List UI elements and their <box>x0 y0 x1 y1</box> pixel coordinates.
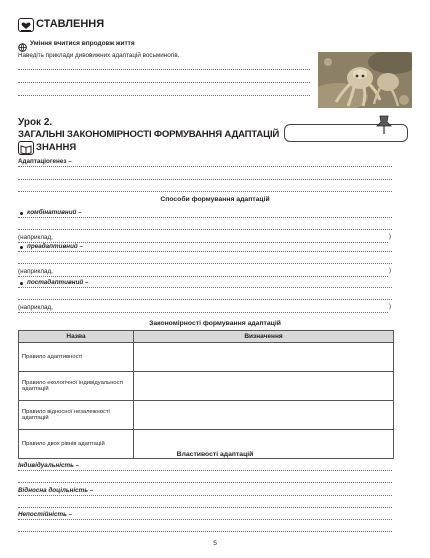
page-number: 5 <box>213 540 217 547</box>
methods-heading: Способи формування адаптацій <box>160 196 270 203</box>
property-inconstancy-label: Непостійність – <box>18 511 73 518</box>
example-line <box>18 312 388 313</box>
answer-line <box>18 495 392 496</box>
answer-line <box>18 229 392 230</box>
answer-line <box>18 299 392 300</box>
answer-line <box>18 482 392 483</box>
table-cell-definition[interactable] <box>134 343 394 372</box>
table-row-name: Правило двох рівнів адаптацій <box>19 430 134 459</box>
table-heading: Закономірності формування адаптацій <box>149 320 281 327</box>
example-line <box>18 276 388 277</box>
example-close: ) <box>389 234 391 240</box>
example-open: (наприклад, <box>18 304 53 311</box>
section-title-knowledge: ЗНАННЯ <box>36 142 77 153</box>
example-close: ) <box>389 304 391 310</box>
example-open: (наприклад, <box>18 234 53 241</box>
answer-line <box>18 470 392 471</box>
regularities-table <box>18 330 394 459</box>
col-header-name: Назва <box>19 331 134 343</box>
globe-icon <box>18 39 27 48</box>
lesson-number: Урок 2. <box>18 117 53 128</box>
answer-line <box>18 217 392 218</box>
heart-hand-icon <box>18 18 34 32</box>
answer-line <box>18 287 392 288</box>
answer-line <box>18 69 310 70</box>
skill-heading: Уміння вчитися впродовж життя <box>30 40 135 47</box>
col-header-definition: Визначення <box>134 331 394 343</box>
example-close: ) <box>389 268 391 274</box>
properties-heading: Властивості адаптацій <box>176 451 254 458</box>
table-row-name: Правило відносної незалежності адаптацій <box>19 401 134 430</box>
bullet <box>20 246 23 249</box>
lesson-title: ЗАГАЛЬНІ ЗАКОНОМІРНОСТІ ФОРМУВАННЯ АДАПТАЦІЙ <box>18 129 280 140</box>
section-title-attitude: СТАВЛЕННЯ <box>36 18 105 30</box>
bullet <box>20 212 23 215</box>
task-text: Наведіть приклади дивовижних адаптацій восьминогів. <box>18 52 180 59</box>
bullet <box>20 282 23 285</box>
property-relative-expediency-label: Відносна доцільність – <box>18 487 94 494</box>
example-open: (наприклад, <box>18 268 53 275</box>
answer-line <box>18 191 392 192</box>
method-preadaptive-label: преадаптивний – <box>27 243 84 250</box>
octopus-photo <box>318 52 412 108</box>
table-cell-definition[interactable] <box>134 401 394 430</box>
table-row-name: Правило екологічної індивідуальності адаптацій <box>19 372 134 401</box>
answer-line <box>18 519 392 520</box>
pushpin-icon <box>376 113 396 135</box>
method-postadaptive-label: постадаптивний – <box>27 279 89 286</box>
adaptiogenesis-label: Адаптаціогенез – <box>18 158 72 165</box>
method-combinative-label: комбінативний – <box>27 209 82 216</box>
property-individuality-label: Індивідуальність – <box>18 462 80 469</box>
answer-line <box>18 82 310 83</box>
answer-line <box>18 507 392 508</box>
answer-line <box>18 166 392 167</box>
answer-line <box>18 179 392 180</box>
answer-line <box>18 251 392 252</box>
table-cell-definition[interactable] <box>134 372 394 401</box>
knowledge-book-icon <box>18 141 34 155</box>
table-row-name: Правило адаптивності <box>19 343 134 372</box>
answer-line <box>18 263 392 264</box>
answer-line <box>18 531 392 532</box>
answer-line <box>18 95 310 96</box>
